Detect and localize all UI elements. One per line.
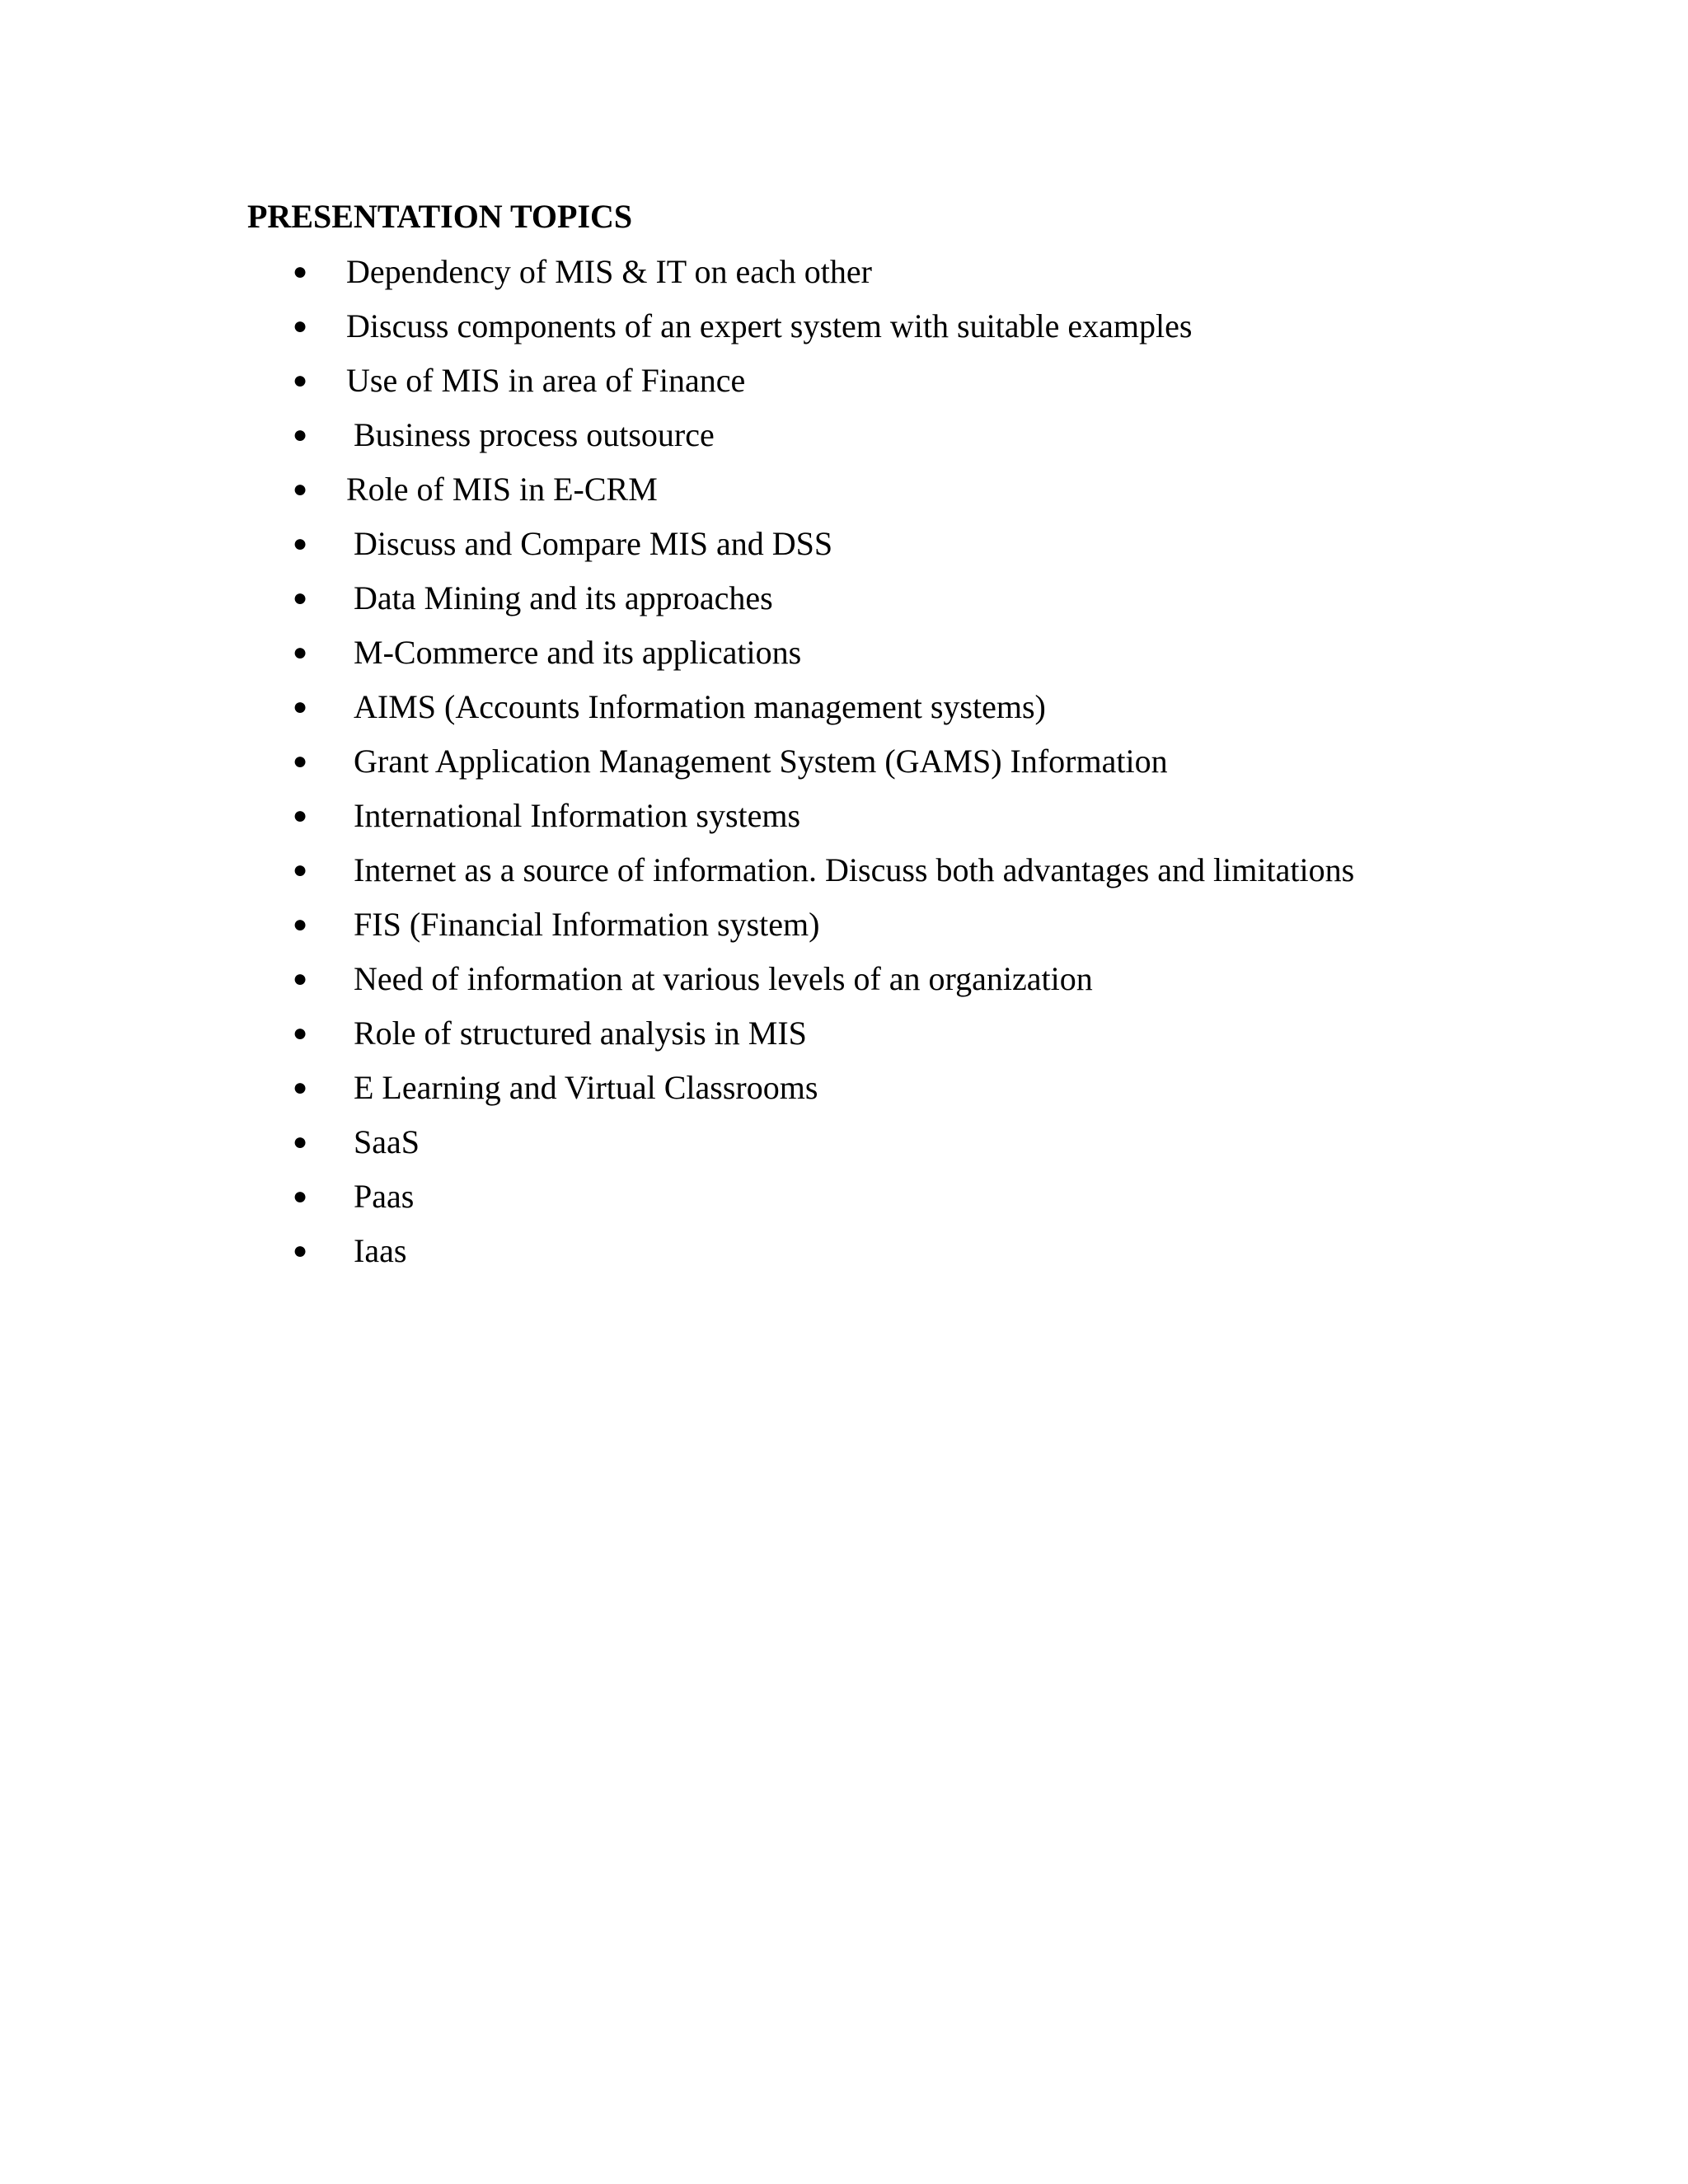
page-title: PRESENTATION TOPICS	[247, 198, 633, 235]
topic-text: Need of information at various levels of an organization	[354, 960, 1093, 997]
list-item	[0, 521, 1688, 575]
list-item	[0, 1010, 1688, 1065]
bullet-icon: ●	[293, 258, 308, 285]
topic-text: Iaas	[354, 1232, 407, 1269]
topic-list	[0, 249, 1688, 1282]
bullet-icon: ●	[293, 802, 308, 829]
bullet-icon: ●	[293, 748, 308, 775]
list-item	[0, 412, 1688, 466]
bullet-icon: ●	[293, 421, 308, 448]
list-item	[0, 738, 1688, 793]
topic-text: AIMS (Accounts Information management systems)	[354, 688, 1046, 725]
topic-text: Discuss and Compare MIS and DSS	[354, 525, 833, 562]
topic-text: Dependency of MIS & IT on each other	[346, 253, 872, 290]
list-item	[0, 793, 1688, 847]
topic-text: Role of MIS in E-CRM	[346, 471, 658, 508]
topic-text: Grant Application Management System (GAMS) Information	[354, 743, 1168, 780]
list-item	[0, 303, 1688, 358]
topic-text: Business process outsource	[354, 416, 715, 453]
bullet-icon: ●	[293, 476, 308, 503]
topic-text: Use of MIS in area of Finance	[346, 362, 746, 399]
list-item	[0, 575, 1688, 630]
topic-text: Discuss components of an expert system with suitable examples	[346, 307, 1193, 344]
topic-text: Internet as a source of information. Discuss both advantages and limitations	[354, 851, 1355, 888]
list-item	[0, 1119, 1688, 1174]
list-item	[0, 358, 1688, 412]
list-item	[0, 684, 1688, 738]
bullet-icon: ●	[293, 584, 308, 612]
bullet-icon: ●	[293, 312, 308, 340]
bullet-icon: ●	[293, 639, 308, 666]
list-item	[0, 847, 1688, 902]
topic-text: FIS (Financial Information system)	[354, 906, 820, 943]
bullet-icon: ●	[293, 1128, 308, 1155]
list-item	[0, 466, 1688, 521]
bullet-icon: ●	[293, 1183, 308, 1210]
bullet-icon: ●	[293, 965, 308, 992]
topic-text: E Learning and Virtual Classrooms	[354, 1069, 818, 1106]
topic-text: Data Mining and its approaches	[354, 579, 773, 616]
topic-text: Role of structured analysis in MIS	[354, 1015, 807, 1052]
list-item	[0, 1174, 1688, 1228]
bullet-icon: ●	[293, 1237, 308, 1264]
list-item	[0, 249, 1688, 303]
bullet-icon: ●	[293, 856, 308, 883]
list-item	[0, 1065, 1688, 1119]
bullet-icon: ●	[293, 693, 308, 720]
list-item	[0, 1228, 1688, 1282]
bullet-icon: ●	[293, 1074, 308, 1101]
bullet-icon: ●	[293, 911, 308, 938]
list-item	[0, 956, 1688, 1010]
bullet-icon: ●	[293, 530, 308, 557]
topic-text: Paas	[354, 1178, 415, 1215]
topic-text: M-Commerce and its applications	[354, 634, 802, 671]
list-item	[0, 902, 1688, 956]
list-item	[0, 630, 1688, 684]
topic-text: SaaS	[354, 1123, 420, 1160]
bullet-icon: ●	[293, 1019, 308, 1047]
topic-text: International Information systems	[354, 797, 801, 834]
bullet-icon: ●	[293, 367, 308, 394]
